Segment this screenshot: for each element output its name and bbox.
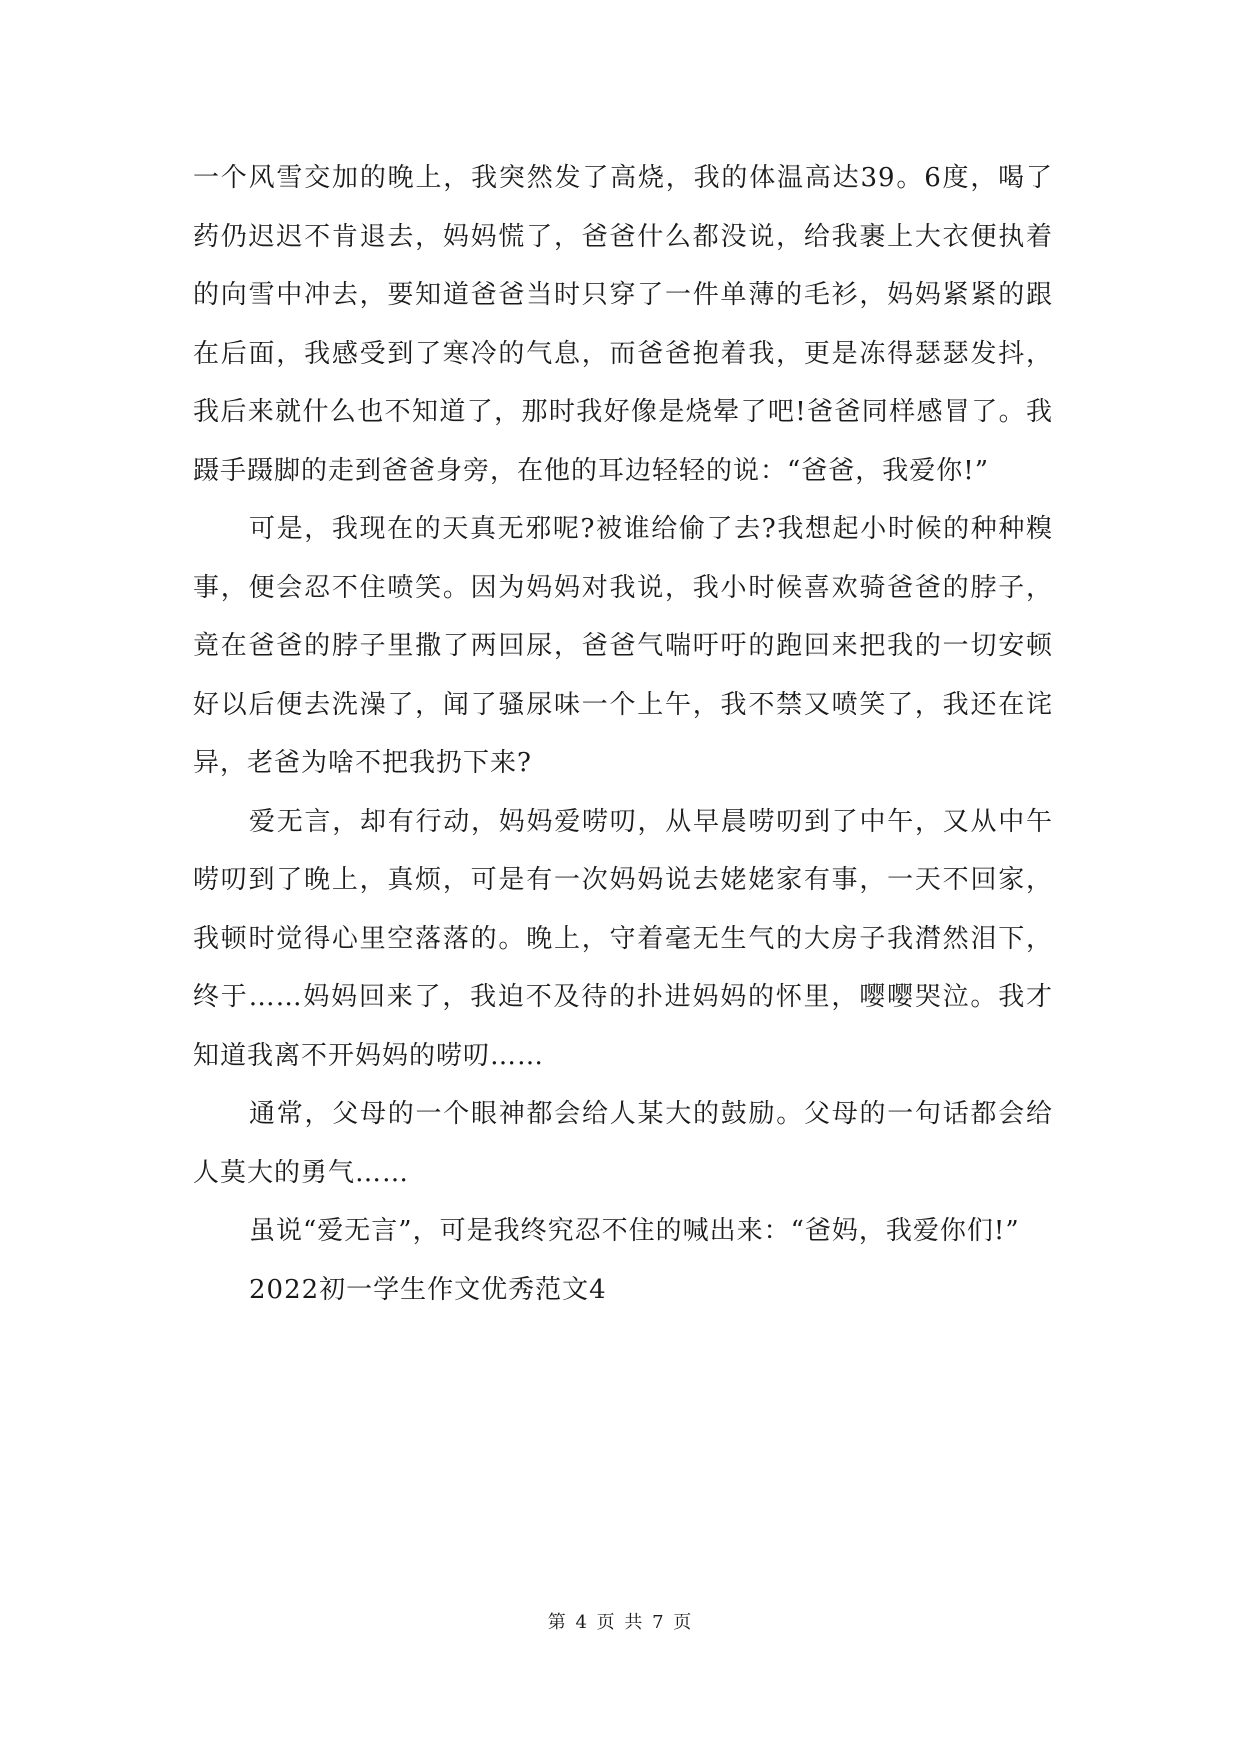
paragraph-parents-encouragement: 通常，父母的一个眼神都会给人某大的鼓励。父母的一句话都会给人莫大的勇气…… — [193, 1099, 1053, 1188]
paragraph-love-declaration: 虽说“爱无言”，可是我终究忍不住的喊出来：“爸妈，我爱你们!” — [249, 1216, 1020, 1246]
page-number-footer: 第 4 页 共 7 页 — [547, 1612, 694, 1633]
document-body — [193, 149, 1053, 1319]
section-heading: 2022初一学生作文优秀范文4 — [249, 1274, 607, 1305]
paragraph-mother-nagging: 爱无言，却有行动，妈妈爱唠叨，从早晨唠叨到了中午，又从中午唠叨到了晚上，真烦，可是有一次妈妈说去姥姥家有事，一天不回家，我顿时觉得心里空落落的。晚上，守着毫无生气的大房子我潸然泪下，终于……妈妈回来了，我迫不及待的扑进妈妈的怀里，嘤嘤哭泣。我才知道我离不开妈妈的唠叨…… — [193, 806, 1053, 1071]
paragraph-childhood-memory: 可是，我现在的天真无邪呢?被谁给偷了去?我想起小时候的种种糗事，便会忍不住喷笑。因为妈妈对我说，我小时候喜欢骑爸爸的脖子，竟在爸爸的脖子里撒了两回尿，爸爸气喘吁吁的跑回来把我的一切安顿好以后便去洗澡了，闻了骚尿味一个上午，我不禁又喷笑了，我还在诧异，老爸为啥不把我扔下来? — [193, 514, 1053, 778]
paragraph-fever-story: 一个风雪交加的晚上，我突然发了高烧，我的体温高达39。6度，喝了药仍迟迟不肯退去，妈妈慌了，爸爸什么都没说，给我裹上大衣便执着的向雪中冲去，要知道爸爸当时只穿了一件单薄的毛衫，妈妈紧紧的跟在后面，我感受到了寒冷的气息，而爸爸抱着我，更是冻得瑟瑟发抖，我后来就什么也不知道了，那时我好像是烧晕了吧!爸爸同样感冒了。我蹑手蹑脚的走到爸爸身旁，在他的耳边轻轻的说：“爸爸，我爱你!” — [193, 163, 1053, 486]
